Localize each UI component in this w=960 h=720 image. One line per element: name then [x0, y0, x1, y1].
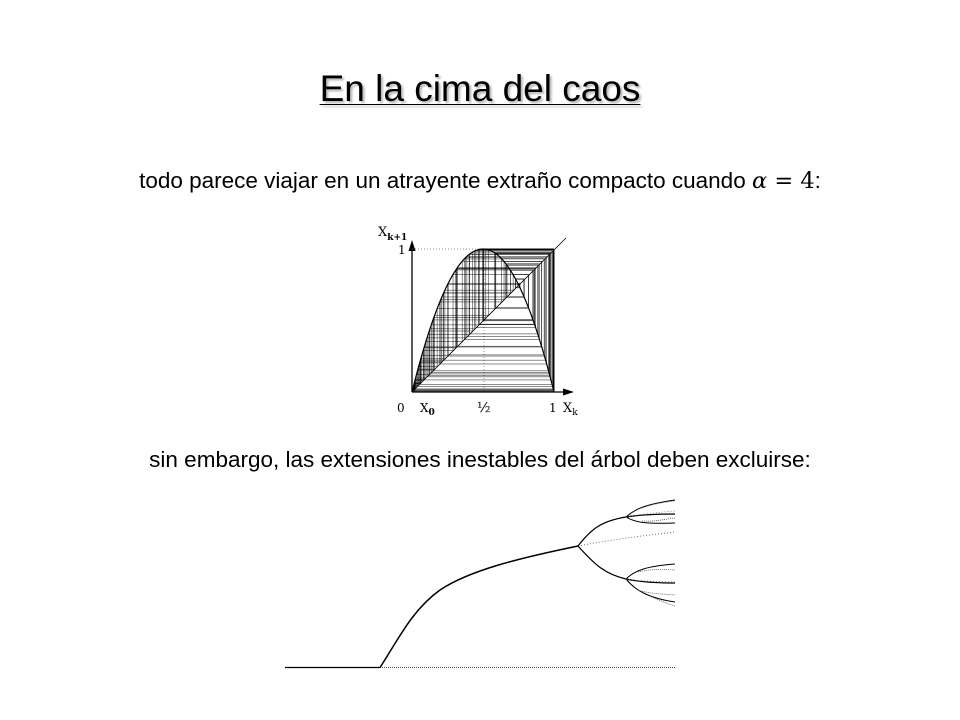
slide-title: En la cima del caos: [319, 68, 641, 109]
y-axis-arrow: [409, 240, 416, 251]
main-branch: [380, 546, 578, 668]
alpha-value: 4: [800, 168, 815, 194]
equals-sign: =: [767, 168, 801, 194]
attractor-text: todo parece viajar en un atrayente extraño compacto cuando: [139, 168, 752, 193]
upper-sub-branch-bottom: [626, 517, 675, 523]
x-tick-one: 1: [549, 401, 557, 415]
upper-chaotic-band-1: [642, 501, 675, 508]
cobweb-diagram: [360, 214, 600, 424]
text-line-exclusion: sin embargo, las extensiones inestables del árbol deben excluirse:: [149, 447, 811, 472]
lower-branch: [578, 546, 675, 583]
text-line-attractor: [0, 168, 960, 194]
unstable-continuation: [578, 532, 675, 546]
alpha-equation: [752, 168, 815, 194]
lower-chaotic-band-1: [638, 569, 675, 572]
x-tick-half: ½: [477, 400, 491, 416]
x-axis-arrow: [563, 389, 574, 396]
x-axis-label: $X_k$: [563, 401, 578, 418]
bifurcation-diagram: [280, 490, 680, 680]
upper-chaotic-band-2: [642, 518, 675, 521]
alpha-symbol: α: [751, 168, 768, 194]
y-tick-one: 1: [398, 243, 406, 257]
upper-branch: [578, 514, 675, 546]
colon: :: [814, 168, 821, 193]
lower-sub-branch-top: [626, 564, 675, 579]
x0-label: $X_0$: [420, 401, 435, 418]
y-axis-label: $X_{k+1}$: [378, 225, 408, 243]
x-tick-zero: 0: [397, 401, 405, 415]
